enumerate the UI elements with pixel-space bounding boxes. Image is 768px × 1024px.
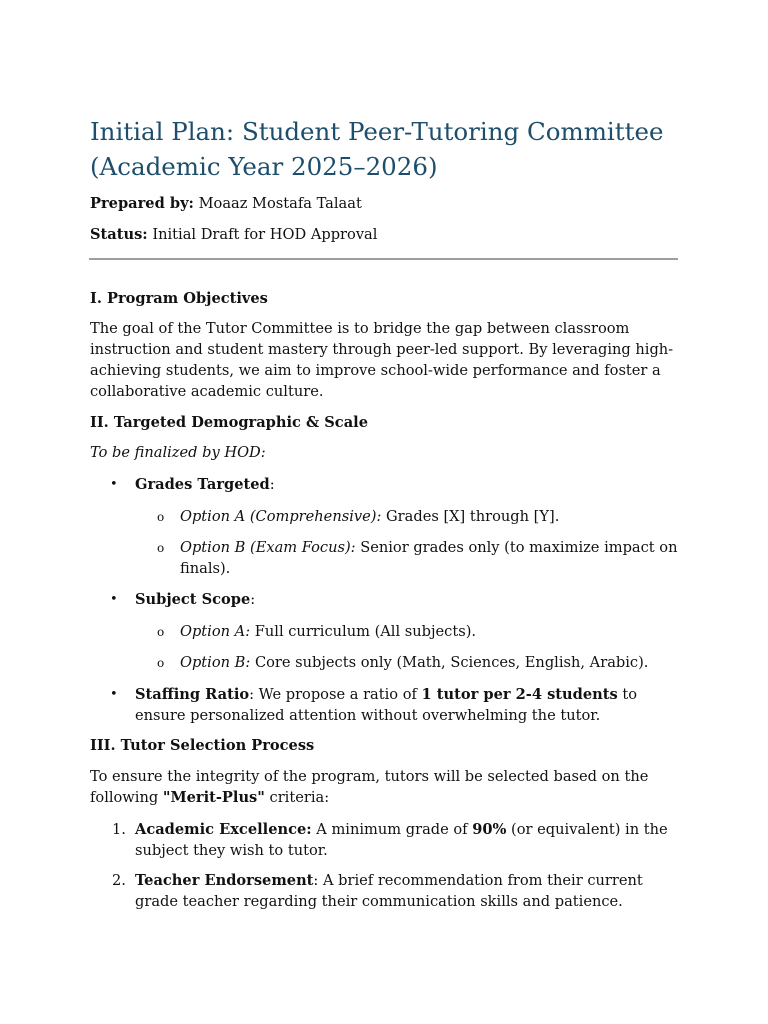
grades-colon: : [269, 476, 275, 494]
criterion-academic-text-start: A minimum grade of [311, 820, 473, 838]
bullet-marker: • [110, 686, 118, 702]
list-item-subjects-option-b [135, 653, 680, 674]
criterion-academic-grade: 90% [472, 820, 507, 838]
section-heading-demographic: II. Targeted Demographic & Scale [90, 413, 368, 431]
grades-option-b-label: Option B (Exam Focus): [180, 538, 356, 556]
subjects-option-b-label: Option B: [180, 653, 251, 671]
staffing-text-start: : We propose a ratio of [249, 685, 422, 703]
sub-bullet-marker: o [157, 509, 165, 524]
selection-intro [90, 767, 680, 809]
subjects-options [135, 622, 680, 674]
grades-option-b-text: Senior grades only (to maximize impact on finals). [180, 538, 678, 577]
list-item-subjects [90, 590, 680, 673]
selection-intro-end: criteria: [264, 788, 330, 806]
list-item-grades-option-a [135, 507, 680, 528]
sub-bullet-marker: o [157, 655, 165, 670]
staffing-text-end: to ensure personalized attention without overwhelming the tutor. [135, 685, 638, 724]
subjects-colon: : [250, 591, 256, 609]
header-divider [89, 258, 678, 260]
grades-option-a-label: Option A (Comprehensive): [180, 507, 382, 525]
demographic-intro [90, 443, 680, 464]
prepared-by-label: Prepared by: [90, 195, 194, 212]
grades-label: Grades Targeted [135, 476, 270, 494]
status-label: Status: [90, 225, 148, 243]
subjects-label: Subject Scope [135, 591, 251, 609]
sub-bullet-marker: o [157, 625, 165, 640]
document-title: Initial Plan: Student Peer-Tutoring Committee (Academic Year 2025–2026) [90, 117, 664, 181]
section-heading-objectives: I. Program Objectives [90, 289, 268, 307]
sub-bullet-marker: o [157, 540, 165, 555]
list-number: 1. [112, 820, 126, 838]
subjects-option-a-text: Full curriculum (All subjects). [250, 623, 477, 641]
document-content [90, 114, 680, 913]
grades-option-a-text: Grades [X] through [Y]. [381, 507, 560, 525]
list-item-criterion-academic [90, 820, 680, 862]
status-line [90, 225, 680, 246]
demographic-intro-text: To be finalized by HOD: [90, 444, 266, 462]
criterion-teacher-text: : A brief recommendation from their current grade teacher regarding their communication skills and patience. [135, 872, 643, 911]
list-item-grades-option-b [135, 538, 680, 580]
selection-intro-start: To ensure the integrity of the program, tutors will be selected based on the following [90, 768, 649, 806]
criterion-teacher-label: Teacher Endorsement [135, 872, 314, 890]
bullet-marker: • [110, 477, 118, 493]
status-value: Initial Draft for HOD Approval [147, 225, 378, 243]
staffing-ratio-value: 1 tutor per 2-4 students [421, 685, 618, 703]
subjects-option-b-text: Core subjects only (Math, Sciences, English, Arabic). [250, 653, 649, 671]
merit-plus-term: "Merit-Plus" [162, 788, 265, 806]
subjects-option-a-label: Option A: [180, 623, 251, 641]
list-item-grades [90, 475, 680, 579]
list-item-criterion-teacher [90, 871, 680, 913]
section-heading-selection: III. Tutor Selection Process [90, 737, 315, 755]
list-number: 2. [112, 872, 126, 890]
objectives-paragraph: The goal of the Tutor Committee is to bridge the gap between classroom instruction and student mastery through peer-led support. By leveraging high-achieving students, we aim to improve school-wide performance and foster a collaborative academic culture. [90, 320, 674, 400]
grades-options [135, 507, 680, 579]
criterion-academic-label: Academic Excellence: [135, 820, 312, 838]
staffing-label: Staffing Ratio [135, 685, 250, 703]
criterion-academic-text-end: (or equivalent) in the subject they wish to tutor. [135, 820, 668, 859]
prepared-by-line [90, 194, 680, 215]
demographic-list [90, 475, 680, 726]
list-item-subjects-option-a [135, 622, 680, 643]
prepared-by-value: Moaaz Mostafa Talaat [193, 195, 362, 212]
list-item-staffing [90, 685, 680, 727]
selection-criteria-list [90, 820, 680, 913]
bullet-marker: • [110, 592, 118, 608]
